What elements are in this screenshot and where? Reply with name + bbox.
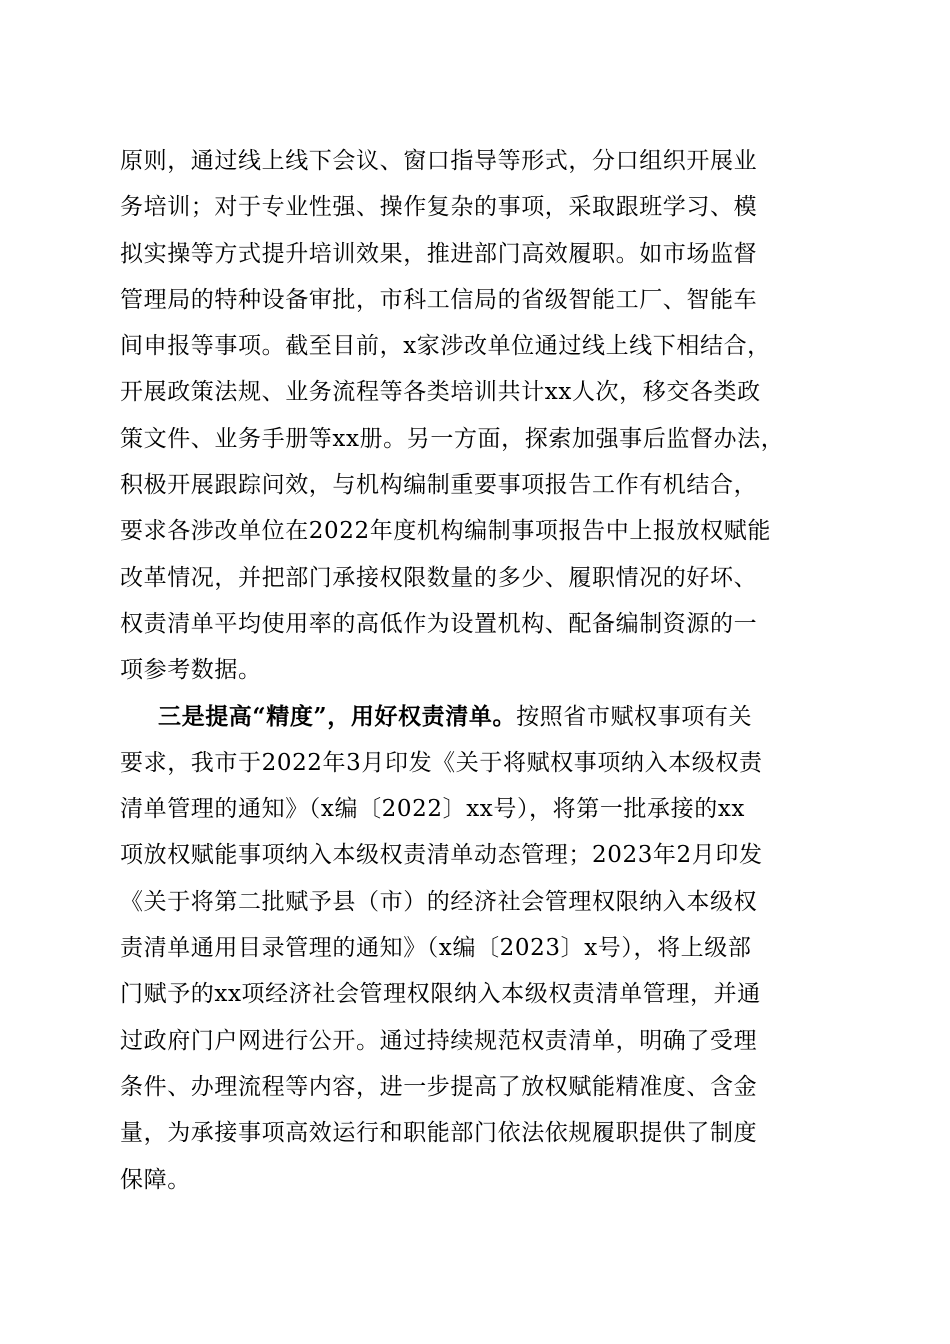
text-line: 开展政策法规、业务流程等各类培训共计xx人次，移交各类政 [120, 379, 761, 406]
text-line: 《关于将第二批赋予县（市）的经济社会管理权限纳入本级权 [120, 888, 758, 915]
text-line: 保障。 [120, 1166, 191, 1193]
text-line: 积极开展跟踪问效，与机构编制重要事项报告工作有机结合， [120, 472, 758, 499]
text-line: 清单管理的通知》（x编〔2022〕xx号），将第一批承接的xx [120, 796, 745, 823]
text-line: 改革情况，并把部门承接权限数量的多少、履职情况的好坏、 [120, 564, 758, 591]
text-line: 条件、办理流程等内容，进一步提高了放权赋能精准度、含金 [120, 1073, 758, 1100]
text-line: 项放权赋能事项纳入本级权责清单动态管理；2023年2月印发 [120, 842, 763, 869]
text-line: 拟实操等方式提升培训效果，推进部门高效履职。如市场监督 [120, 240, 758, 267]
paragraph-accuracy [120, 694, 840, 1203]
text-line: 要求，我市于2022年3月印发《关于将赋权事项纳入本级权责 [120, 749, 763, 776]
text-line: 间申报等事项。截至目前，x家涉改单位通过线上线下相结合， [120, 333, 771, 360]
text-line: 要求各涉改单位在2022年度机构编制事项报告中上报放权赋能 [120, 518, 771, 545]
text-line: 责清单通用目录管理的通知》（x编〔2023〕x号），将上级部 [120, 935, 752, 962]
text-line: 务培训；对于专业性强、操作复杂的事项，采取跟班学习、模 [120, 194, 758, 221]
text-line: 门赋予的xx项经济社会管理权限纳入本级权责清单管理，并通 [120, 981, 761, 1008]
paragraph-training [120, 138, 840, 694]
document-body [120, 138, 840, 1203]
text-line: 项参考数据。 [120, 657, 262, 684]
text-line: 管理局的特种设备审批，市科工信局的省级智能工厂、智能车 [120, 286, 758, 313]
text-line: 策文件、业务手册等xx册。另一方面，探索加强事后监督办法， [120, 425, 785, 452]
paragraph-heading: 三是提高“精度”，用好权责清单。 [158, 702, 517, 730]
text-line: 权责清单平均使用率的高低作为设置机构、配备编制资源的一 [120, 610, 758, 637]
text-line: 量，为承接事项高效运行和职能部门依法依规履职提供了制度 [120, 1120, 758, 1147]
paragraph-first-line [120, 694, 840, 740]
text-line: 原则，通过线上线下会议、窗口指导等形式，分口组织开展业 [120, 148, 758, 174]
text-line: 过政府门户网进行公开。通过持续规范权责清单，明确了受理 [120, 1027, 758, 1054]
text-span: 按照省市赋权事项有关 [516, 703, 753, 730]
